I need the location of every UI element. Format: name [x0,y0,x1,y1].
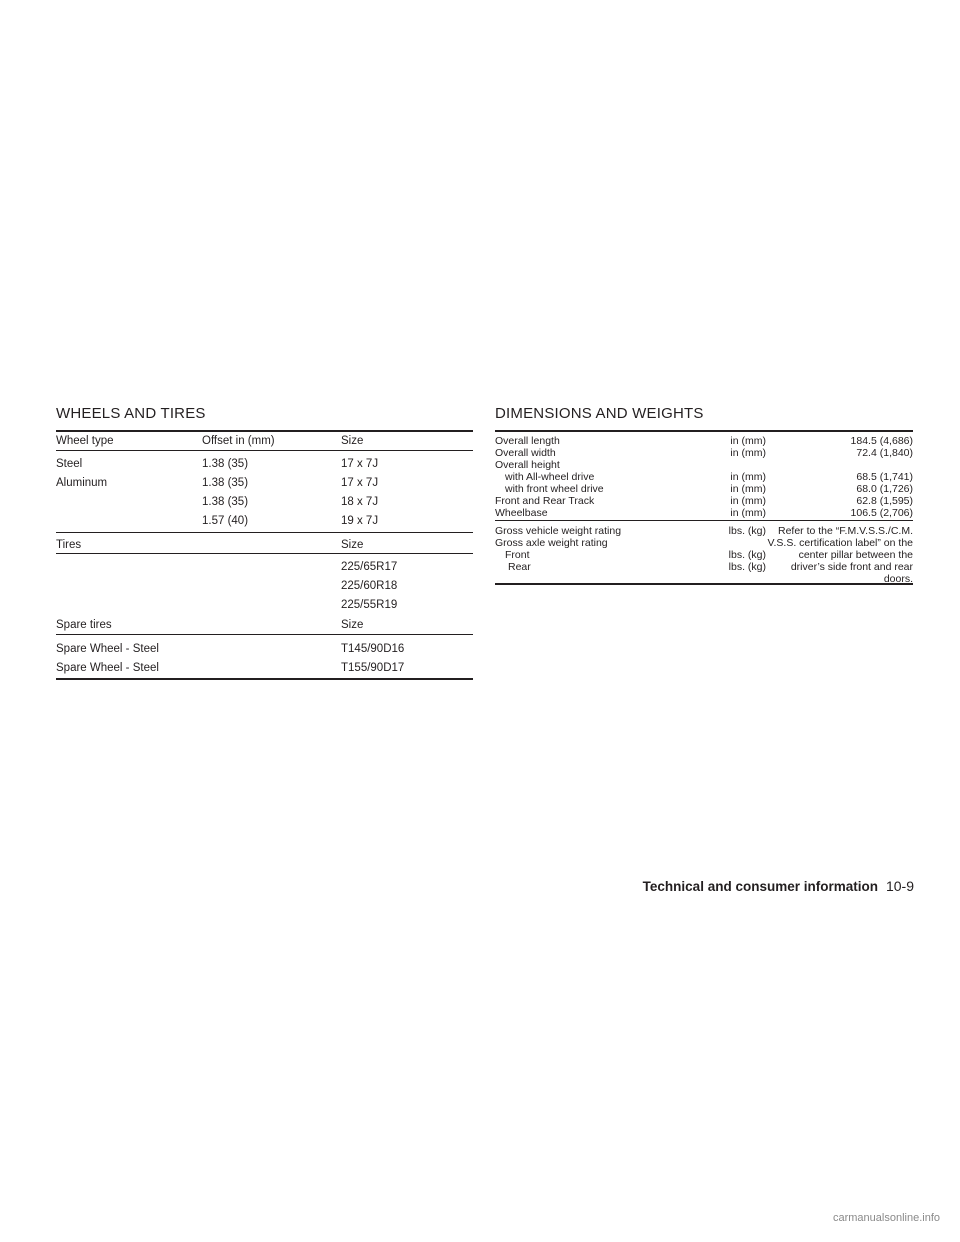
wheel-offset: 1.57 (40) [202,515,249,527]
dimension-label: Wheelbase [495,507,548,519]
spare-label: Spare Wheel - Steel [56,662,159,674]
dimension-value: 106.5 (2,706) [850,507,913,519]
weight-unit: lbs. (kg) [728,549,766,561]
wheel-header-row [56,432,473,451]
table-row [56,474,473,493]
dimension-label: Overall width [495,447,556,459]
weight-certification-note: Refer to the “F.M.V.S.S./C.M. V.S.S. certification label” on the center pillar between the driver’s side front and rear doors. [767,525,913,585]
tires-size-header: Size [341,539,364,551]
weight-unit: lbs. (kg) [728,525,766,537]
tire-size: 225/60R18 [341,580,398,592]
wheel-size: 17 x 7J [341,477,379,489]
table-row [495,507,913,519]
table-row [56,596,473,615]
wheel-size-header: Size [341,435,364,447]
dimension-unit: in (mm) [730,435,766,447]
spare-size: T155/90D17 [341,662,405,674]
table-row [495,447,913,459]
table-row [495,471,913,483]
spare-header-row [56,616,473,635]
table-row [495,483,913,495]
dimension-value: 184.5 (4,686) [850,435,913,447]
dimension-unit: in (mm) [730,495,766,507]
weight-label: Gross axle weight rating [495,537,608,549]
table-row [56,640,473,659]
wheels-tires-title: WHEELS AND TIRES [56,405,206,422]
spare-size: T145/90D16 [341,643,405,655]
spare-size-header: Size [341,619,364,631]
table-row [56,659,473,678]
page-number: 10-9 [885,878,914,894]
wheel-offset: 1.38 (35) [202,477,249,489]
weight-unit: lbs. (kg) [728,561,766,573]
tire-size: 225/65R17 [341,561,398,573]
dimension-value: 72.4 (1,840) [856,447,913,459]
dimension-label: Front and Rear Track [495,495,595,507]
table-row [56,577,473,596]
dimension-label: with All-wheel drive [505,471,595,483]
table-row [495,459,913,471]
dimension-unit: in (mm) [730,447,766,459]
dimensions-weights-title: DIMENSIONS AND WEIGHTS [495,405,704,422]
dimension-value: 68.5 (1,741) [856,471,913,483]
table-row [56,512,473,531]
wheel-type: Steel [56,458,83,470]
dimension-value: 62.8 (1,595) [856,495,913,507]
wheel-type: Aluminum [56,477,108,489]
weight-label: Gross vehicle weight rating [495,525,622,537]
wheel-offset: 1.38 (35) [202,458,249,470]
dimension-unit: in (mm) [730,483,766,495]
dimension-unit: in (mm) [730,507,766,519]
wheel-size: 18 x 7J [341,496,379,508]
tire-size: 225/55R19 [341,599,398,611]
table-row [56,493,473,512]
watermark-text: carmanualsonline.info [832,1212,940,1224]
footer-section-title: Technical and consumer information [642,879,878,894]
table-row [56,558,473,577]
dimension-label: with front wheel drive [505,483,604,495]
dimension-label: Overall height [495,459,560,471]
wheel-size: 19 x 7J [341,515,379,527]
weight-label: Rear [508,561,531,573]
weight-label: Front [505,549,530,561]
tires-header: Tires [56,539,82,551]
wheel-type-header: Wheel type [56,435,114,447]
dimension-label: Overall length [495,435,560,447]
spare-label: Spare Wheel - Steel [56,643,159,655]
page-footer [590,878,914,894]
wheel-size: 17 x 7J [341,458,379,470]
table-row [495,495,913,507]
table-row [495,435,913,447]
spare-tires-header: Spare tires [56,619,112,631]
dimension-unit: in (mm) [730,471,766,483]
offset-header: Offset in (mm) [202,435,275,447]
wheel-offset: 1.38 (35) [202,496,249,508]
dimension-value: 68.0 (1,726) [856,483,913,495]
table-row [56,455,473,474]
